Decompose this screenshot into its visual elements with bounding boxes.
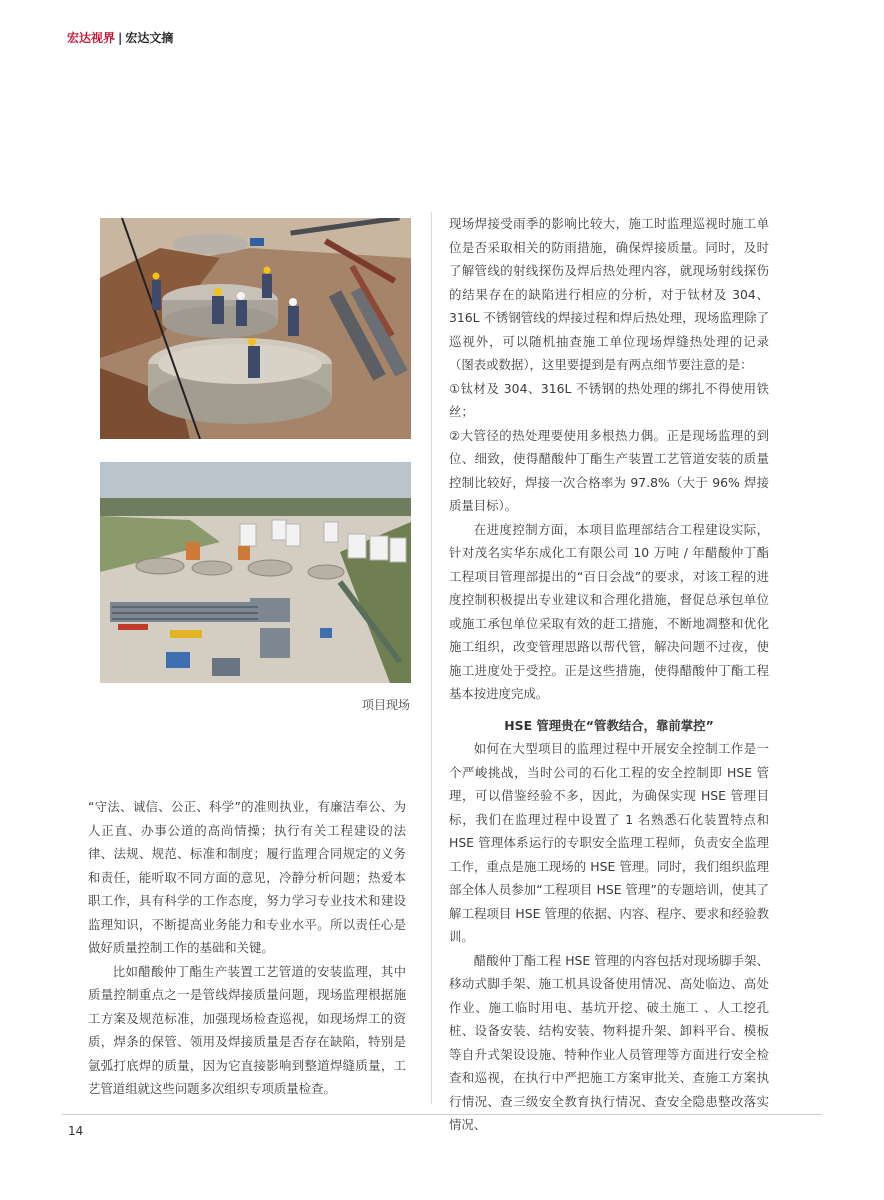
body-paragraph: 如何在大型项目的监理过程中开展安全控制工作是一个严峻挑战，当时公司的石化工程的安全控制即 HSE 管理，可以借鉴经验不多，因此，为确保实现 HSE 管理目标，我们在监理过程中设置了 1 名熟悉石化装置特点和 HSE 管理体系运行的专职安全监理工程师，负责安全监理工作，重点是施工现场的 HSE 管理。同时，我们组织监理部全体人员参加“工程项目 HSE 管理”的专题培训，使其了解工程项目 HSE 管理的依据、内容、程序、要求和经验教训。 bbox=[449, 741, 769, 944]
aerial-site-photo bbox=[100, 462, 411, 683]
page-number: 14 bbox=[68, 1124, 84, 1138]
construction-site-photo bbox=[100, 218, 411, 439]
header-subsection: 宏达文摘 bbox=[125, 31, 174, 45]
aerial-site-image bbox=[100, 462, 411, 683]
column-divider bbox=[431, 212, 432, 1104]
construction-site-image bbox=[100, 218, 411, 439]
body-paragraph: “守法、诚信、公正、科学”的准则执业，有廉洁奉公、为人正直、办事公道的高尚情操；执行有关工程建设的法律、法规、规范、标准和制度；履行监理合同规定的义务和责任，能听取不同方面的意见，冷静分析问题；热爱本职工作，具有科学的工作态度，努力学习专业技术和建设监理知识，不断提高业务能力和专业水平。所以责任心是做好质量控制工作的基础和关键。 bbox=[88, 799, 406, 955]
header-separator: | bbox=[118, 31, 123, 45]
running-header bbox=[67, 30, 173, 46]
right-text-column bbox=[449, 212, 769, 1137]
note-item-2: ②大管径的热处理要使用多根热力偶。正是现场监理的到位、细致，使得醋酸仲丁酯生产装置工艺管道安装的质量控制比较好，焊接一次合格率为 97.8%（大于 96% 焊接质量目标）。 bbox=[449, 427, 769, 513]
note-item-1: ①钛材及 304、316L 不锈钢的热处理的绑扎不得使用铁丝； bbox=[449, 380, 769, 419]
body-paragraph: 现场焊接受雨季的影响比较大，施工时监理巡视时施工单位是否采取相关的防雨措施，确保焊接质量。同时，及时了解管线的射线探伤及焊后热处理内容，就现场射线探伤的结果存在的缺陷进行相应的分析，对于钛材及 304、316L 不锈钢管线的焊接过程和焊后热处理，现场监理除了巡视外，可以随机抽查施工单位现场焊缝热处理的记录（图表或数据），这里要提到是有两点细节要注意的是： bbox=[449, 216, 769, 372]
figure-caption: 项目现场 bbox=[362, 698, 411, 712]
footer-rule bbox=[62, 1114, 822, 1115]
header-section: 宏达视界 bbox=[67, 31, 116, 45]
body-paragraph: 比如醋酸仲丁酯生产装置工艺管道的安装监理，其中质量控制重点之一是管线焊接质量问题，现场监理根据施工方案及规范标准，加强现场检查巡视，如现场焊工的资质，焊条的保管、领用及焊接质量是否存在缺陷，特别是氩弧打底焊的质量，因为它直接影响到整道焊缝质量，工艺管道组就这些问题多次组织专项质量检查。 bbox=[88, 963, 406, 1096]
body-paragraph: 在进度控制方面，本项目监理部结合工程建设实际，针对茂名实华东成化工有限公司 10 万吨 / 年醋酸仲丁酯工程项目管理部提出的“百日会战”的要求，对该工程的进度控制积极提出专业建议和合理化措施，督促总承包单位或施工承包单位采取有效的赶工措施，不断地凋整和优化施工组织，改变管理思路以帮代管，解决问题不过夜，使施工进度处于受控。正是这些措施，使得醋酸仲丁酯工程基本按进度完成。 bbox=[449, 521, 769, 701]
section-subheading: HSE 管理贵在“管教结合，靠前掌控” bbox=[504, 717, 714, 733]
left-text-column bbox=[88, 795, 406, 1101]
body-paragraph: 醋酸仲丁酯工程 HSE 管理的内容包括对现场脚手架、移动式脚手架、施工机具设备使用情况、高处临边、高处作业、施工临时用电、基坑开挖、破土施工 、人工挖孔桩、设备安装、结构安装、物料提升架、卸料平台、模板等自升式架设设施、特种作业人员管理等方面进行安全检查和巡视，在执行中严把施工方案审批关、查施工方案执行情况、查三级安全教育执行情况、查安全隐患整改落实情况、 bbox=[449, 952, 769, 1132]
